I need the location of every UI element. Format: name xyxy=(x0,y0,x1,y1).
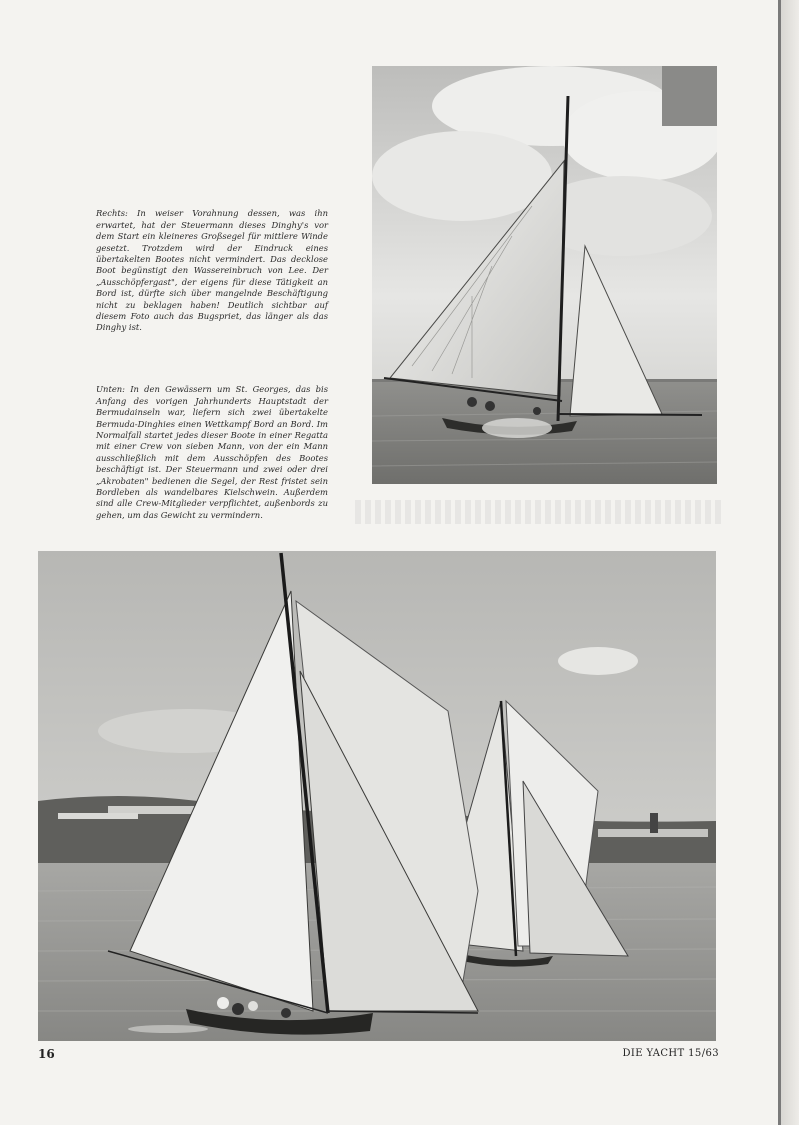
bleed-through-text xyxy=(355,500,725,524)
photo-dinghy-single xyxy=(372,66,717,484)
page-gutter xyxy=(781,0,799,1125)
page-binding-edge xyxy=(778,0,781,1125)
page-number: 16 xyxy=(38,1047,55,1061)
photo-dinghies-racing xyxy=(38,551,716,1041)
caption-right: Rechts: In weiser Vorahnung dessen, was ihn erwartet, hat der Steuermann dieses Dinghy's vor dem Start ein kleineres Großsegel für mittlere Winde gesetzt. Trotzdem wird der Eindruck eines übertakelten Bootes nicht vermindert. Das decklose Boot begünstigt den Wassereinbruch von Lee. Der „Ausschöpfergast", der eigens für diese Tätigkeit an Bord ist, dürfte sich über mangelnde Beschäftigung nicht zu beklagen haben! Deutlich sichtbar auf diesem Foto auch das Bugspriet, das länger als das Dinghy ist. xyxy=(96,208,328,333)
caption-below: Unten: In den Gewässern um St. Georges, das bis Anfang des vorigen Jahrhunderts Hauptstadt der Bermudainseln war, liefern sich zwei übertakelte Bermuda-Dinghies einen Wettkampf Bord an Bord. Im Normalfall startet jedes dieser Boote in einer Regatta mit einer Crew von sieben Mann, von der ein Mann ausschließlich mit dem Ausschöpfen des Bootes beschäftigt ist. Der Steuermann und zwei oder drei „Akrobaten" bedienen die Segel, der Rest fristet sein Bordleben als wandelbares Kielschwein. Außerdem sind alle Crew-Mitglieder verpflichtet, außenbords zu gehen, um das Gewicht zu vermindern. xyxy=(96,384,328,520)
publication-footer: DIE YACHT 15/63 xyxy=(622,1048,719,1059)
